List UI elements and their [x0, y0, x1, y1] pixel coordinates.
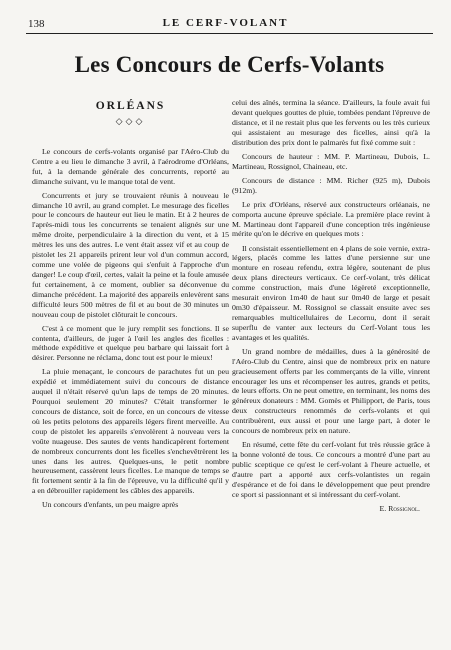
paragraph: Concours de hauteur : MM. P. Martineau, Dubois, L. Martineau, Rossignol, Chaineau, etc.: [232, 151, 430, 171]
ornament: ◇◇◇: [115, 115, 146, 126]
header-rule: [26, 33, 433, 34]
section-title: ORLÉANS: [95, 100, 166, 112]
running-title: LE CERF-VOLANT: [162, 17, 289, 29]
article-title: Les Concours de Cerfs-Volants: [74, 52, 385, 77]
paragraph: Concours de distance : MM. Richer (925 m), Dubois (912m).: [232, 175, 430, 195]
paragraph: celui des aînés, termina la séance. D'ailleurs, la foule avait fui devant quelques gouttes de pluie, tombées pendant l'épreuve de distance, et il ne restait plus que les fervents ou les très curieux qui assistaient au mesurage des ficelles, ainsi qu'à la distribution des prix dont le palmarès fut fixé comme suit :: [232, 98, 430, 147]
right-column: [232, 98, 430, 514]
paragraph: Le prix d'Orléans, réservé aux constructeurs orléanais, ne comporta aucune épreuve spéciale. La première place revint à M. Martineau dont l'appareil d'une conception très ingénieuse mérite qu'on le décrive en quelques mots :: [232, 199, 430, 239]
paragraph: C'est à ce moment que le jury remplit ses fonctions. Il se contenta, d'ailleurs, de juger à l'œil les angles des ficelles : méthode expéditive et quelque peu barbare qui laissait fort à désirer. Personne ne réclama, donc tout est pour le mieux!: [32, 323, 229, 363]
paragraph: Concurrents et jury se trouvaient réunis à nouveau le dimanche 10 avril, au grand complet. Le mesurage des ficelles pour le concours de hauteur eut lieu le matin. Et à 2 heures de l'après-midi tous les concurrents se tenaient alignés sur une même droite, perpendiculaire à la direction du vent, et à 15 mètres les uns des autres. Le vent était assez vif et au coup de pistolet les 21 appareils prirent leur vol d'un commun accord, comme une volée de pigeons qui s'enfuit à l'approche d'un danger! Le coup d'œil, certes, valait la peine et la foule amusée fut certainement, à ce moment, oublier sa déconvenue du dimanche précédent. La majorité des appareils enlevèrent sans difficulté leurs 500 mètres de fil et au bout de 30 minutes un nouveau coup de pistolet clôturait le concours.: [32, 190, 229, 319]
paragraph: Un grand nombre de médailles, dues à la générosité de l'Aéro-Club du Centre, ainsi que de nombreux prix en nature gracieusement offerts par les commerçants de la ville, vinrent encourager les uns et récompenser les autres, grands et petits, de leurs efforts. On ne peut omettre, en terminant, les noms des généreux donateurs : MM. Gomès et Philipport, de Paris, tous deux constructeurs renommés de cerfs-volants et qui contribuèrent, eux aussi et pour une large part, à doter le concours de nombreux prix en nature.: [232, 346, 430, 436]
paragraph: En résumé, cette fête du cerf-volant fut très réussie grâce à la bonne volonté de tous. Ce concours a montré d'une part au public sceptique ce qu'est le cerf-volant à l'heure actuelle, et d'autre part a apporté aux cerfs-volantistes un regain d'espérance et de foi dans le développement que peut prendre ce sport si passionnant et si intéressant du cerf-volant.: [232, 440, 430, 499]
paragraph: Un concours d'enfants, un peu maigre après: [42, 500, 179, 510]
page-number: 138: [28, 18, 45, 30]
paragraph: Le concours de cerfs-volants organisé par l'Aéro-Club du Centre a eu lieu le dimanche 3 avril, à l'aérodrome d'Orléans, fut, à la demande générale des concurrents, reporté au dimanche suivant, vu le manque total de vent.: [32, 146, 229, 186]
paragraph: Il consistait essentiellement en 4 plans de soie vernie, extra-légers, placés comme les lattes d'une persienne sur une monture en roseau refendu, extra légère, soutenant de plus deux plans directeurs verticaux. Ce cerf-volant, très délicat comme construction, mais d'une légèreté exceptionnelle, mesurait environ 1m40 de haut sur 0m40 de large et pesait 0m30 d'épaisseur. M. Rossignol se classait ensuite avec ses remarquables multicellulaires de Lecornu, dont il serait superflu de vanter aux lecteurs du Cerf-Volant tous les avantages et les qualités.: [232, 243, 430, 342]
left-column: [32, 100, 229, 514]
signature: E. Rossignol.: [379, 503, 420, 513]
paragraph: La pluie menaçant, le concours de parachutes fut un peu expédié et immédiatement suivi du concours de distance auquel il n'était réservé qu'un laps de temps de 20 minutes. Pourquoi seulement 20 minutes? C'était transformer le concours de distance, soit de force, en un concours de vitesse où les petits pelotons des appareils légers firent merveille. Au coup de pistolet les appareils s'envolèrent à nouveau vers la voûte nuageuse. Des sautes de vents handicapèrent fortement de nombreux concurrents dont les ficelles s'enchevêtrèrent les unes dans les autres. Quelques-uns, le petit nombre heureusement, cassèrent leurs ficelles. Le manque de temps se fit fortement sentir à la fin de l'épreuve, vu la difficulté qu'il y a en débrouiller rapidement les câbles des appareils.: [32, 367, 229, 496]
